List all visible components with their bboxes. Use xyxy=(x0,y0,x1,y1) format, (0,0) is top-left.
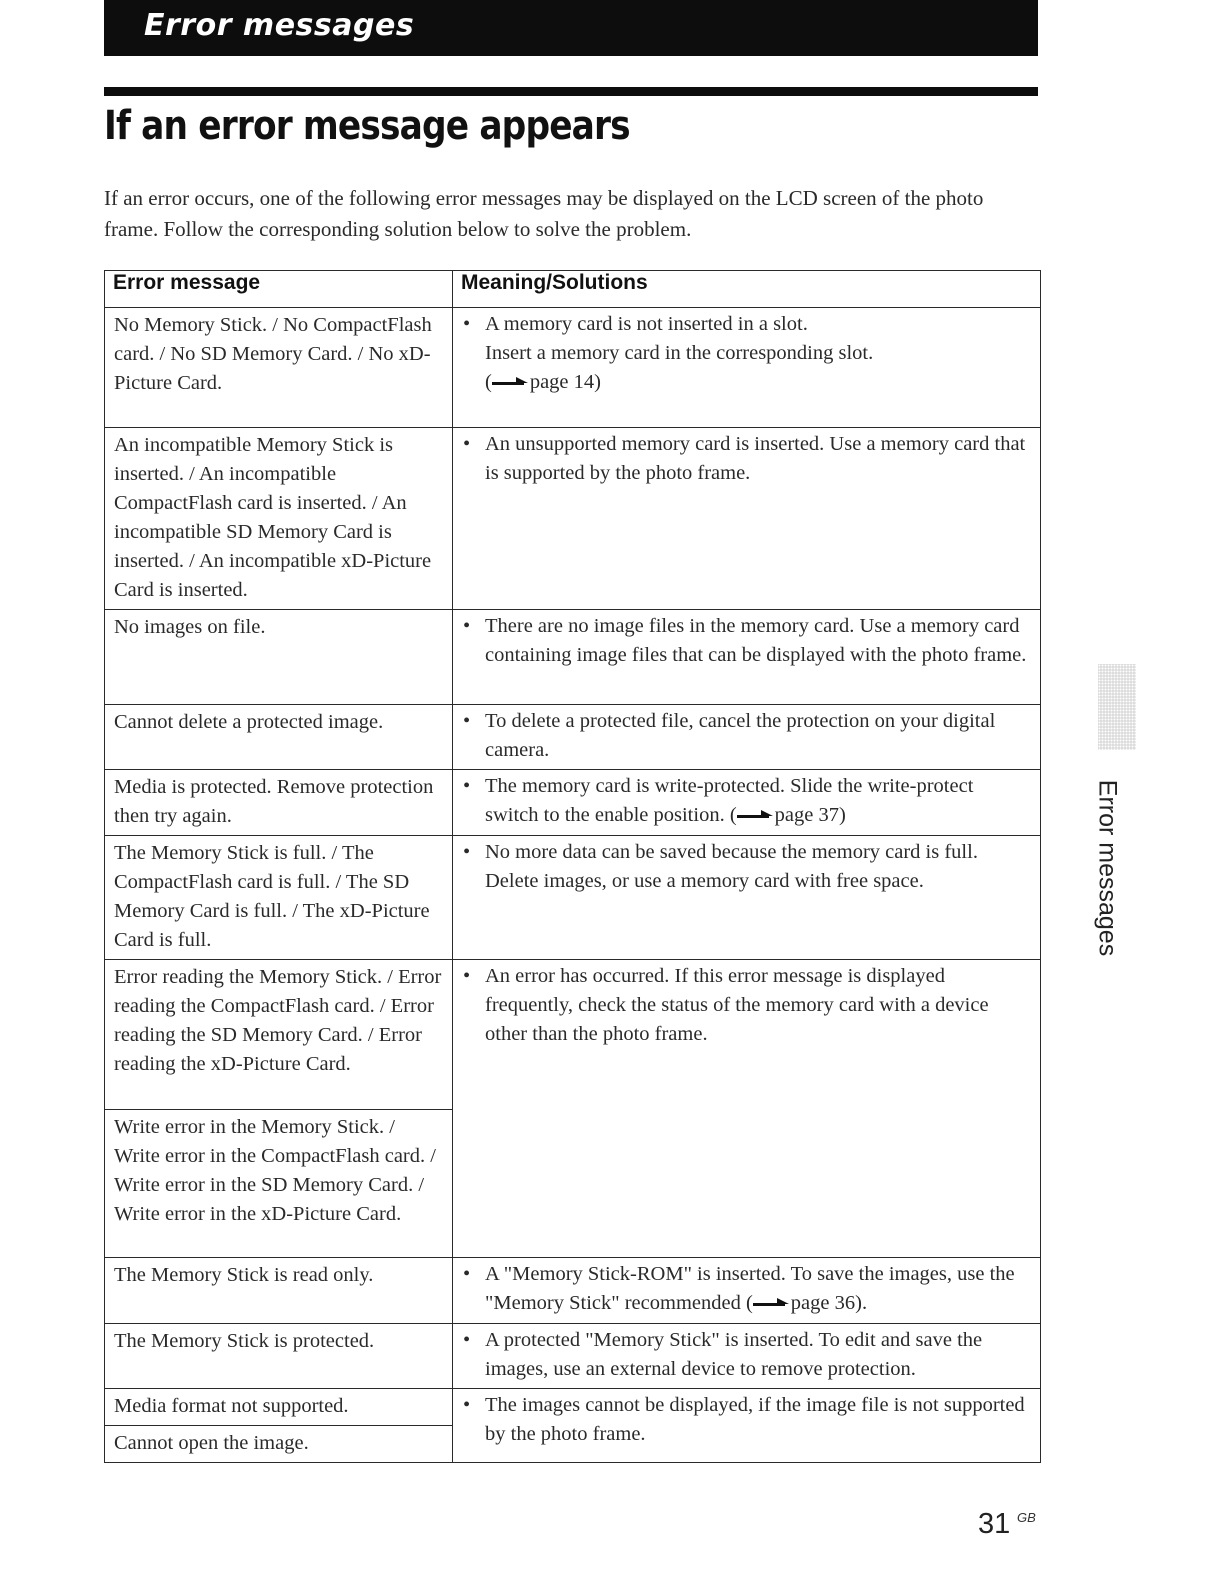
solution-cell xyxy=(453,1324,1041,1389)
solution-bullet xyxy=(461,430,1032,488)
error-message-cell: Cannot delete a protected image. xyxy=(105,705,453,770)
header-meaning-solutions: Meaning/Solutions xyxy=(453,271,1041,308)
solution-cell xyxy=(453,705,1041,770)
section-header-bar xyxy=(104,0,1038,56)
error-message-cell: Write error in the Memory Stick. / Write error in the CompactFlash card. / Write error in the SD Memory Card. / Write error in the xD-Picture Card. xyxy=(105,1110,453,1258)
solution-text-main: The memory card is write-protected. Slide the write-protect switch to the enable position. ( xyxy=(485,775,974,826)
solution-cell xyxy=(453,836,1041,960)
page-reference xyxy=(485,368,1032,397)
solution-text: To delete a protected file, cancel the protection on your digital camera. xyxy=(485,710,996,761)
table-row xyxy=(105,770,1041,836)
bullet-icon: • xyxy=(463,1394,471,1416)
title-rule xyxy=(104,87,1038,96)
error-message-cell: The Memory Stick is full. / The CompactFlash card is full. / The SD Memory Card is full. / The xD-Picture Card is full. xyxy=(105,836,453,960)
solution-cell xyxy=(453,1258,1041,1324)
solution-bullet xyxy=(461,772,1032,830)
arrow-right-icon xyxy=(492,376,530,390)
solution-text: A protected "Memory Stick" is inserted. To edit and save the images, use an external device to remove protection. xyxy=(485,1329,983,1380)
arrow-right-icon xyxy=(753,1297,791,1311)
solution-text: An unsupported memory card is inserted. Use a memory card that is supported by the photo frame. xyxy=(485,433,1026,484)
error-message-cell: Cannot open the image. xyxy=(105,1426,453,1463)
error-message-table xyxy=(104,270,1041,1463)
bullet-icon: • xyxy=(463,841,471,863)
solution-text xyxy=(485,1260,1032,1318)
error-message-cell: The Memory Stick is protected. xyxy=(105,1324,453,1389)
table-row xyxy=(105,1258,1041,1324)
solution-bullet xyxy=(461,1391,1032,1449)
page-title: If an error message appears xyxy=(104,103,630,149)
solution-cell xyxy=(453,308,1041,428)
table-row xyxy=(105,1324,1041,1389)
solution-extra-text: Insert a memory card in the corresponding slot. xyxy=(485,342,874,364)
solution-cell xyxy=(453,428,1041,610)
error-message-cell: Media format not supported. xyxy=(105,1389,453,1426)
table-row xyxy=(105,428,1041,610)
side-tab-label: Error messages xyxy=(1093,779,1122,957)
solution-text-main: A "Memory Stick-ROM" is inserted. To save the images, use the "Memory Stick" recommended ( xyxy=(485,1263,1015,1314)
solution-bullet xyxy=(461,707,1032,765)
solution-cell xyxy=(453,610,1041,705)
header-error-message: Error message xyxy=(105,271,453,308)
solution-text: A memory card is not inserted in a slot. xyxy=(485,313,808,335)
solution-text xyxy=(485,772,1032,830)
error-message-cell: The Memory Stick is read only. xyxy=(105,1258,453,1324)
bullet-icon: • xyxy=(463,615,471,637)
bullet-icon: • xyxy=(463,965,471,987)
reference-open: ( xyxy=(485,371,492,393)
table-row xyxy=(105,705,1041,770)
table-header-row xyxy=(105,271,1041,308)
table-row xyxy=(105,960,1041,1110)
solution-text: The images cannot be displayed, if the image file is not supported by the photo frame. xyxy=(485,1394,1025,1445)
solution-bullet xyxy=(461,1260,1032,1318)
solution-cell xyxy=(453,960,1041,1258)
arrow-right-icon xyxy=(737,809,775,823)
error-message-cell: Media is protected. Remove protection then try again. xyxy=(105,770,453,836)
solution-bullet xyxy=(461,1326,1032,1384)
solution-text: An error has occurred. If this error message is displayed frequently, check the status of the memory card with a device other than the photo frame. xyxy=(485,965,989,1045)
reference-page: page 37) xyxy=(774,804,846,826)
error-message-cell: No Memory Stick. / No CompactFlash card. / No SD Memory Card. / No xD-Picture Card. xyxy=(105,308,453,428)
error-message-cell: No images on file. xyxy=(105,610,453,705)
solution-cell xyxy=(453,770,1041,836)
reference-page: page 14) xyxy=(529,371,601,393)
solution-bullet xyxy=(461,612,1032,670)
bullet-icon: • xyxy=(463,710,471,732)
bullet-icon: • xyxy=(463,1329,471,1351)
side-tab-marker xyxy=(1098,664,1136,750)
solution-bullet xyxy=(461,962,1032,1049)
error-message-cell: An incompatible Memory Stick is inserted. / An incompatible CompactFlash card is inserted. / An incompatible SD Memory Card is inserted. / An incompatible xD-Picture Card is inserted. xyxy=(105,428,453,610)
solution-text: There are no image files in the memory card. Use a memory card containing image files that can be displayed with the photo frame. xyxy=(485,615,1027,666)
bullet-icon: • xyxy=(463,1263,471,1285)
bullet-icon: • xyxy=(463,433,471,455)
error-message-cell: Error reading the Memory Stick. / Error reading the CompactFlash card. / Error reading the SD Memory Card. / Error reading the xD-Picture Card. xyxy=(105,960,453,1110)
table-row xyxy=(105,1389,1041,1426)
section-header-title: Error messages xyxy=(144,8,415,43)
table-row xyxy=(105,610,1041,705)
reference-page: page 36). xyxy=(790,1292,868,1314)
page-number: 31 xyxy=(978,1508,1011,1540)
table-row xyxy=(105,836,1041,960)
intro-paragraph: If an error occurs, one of the following error messages may be displayed on the LCD screen of the photo frame. Follow the corresponding solution below to solve the problem. xyxy=(104,186,984,241)
bullet-icon: • xyxy=(463,775,471,797)
solution-text: No more data can be saved because the memory card is full. Delete images, or use a memory card with free space. xyxy=(485,841,978,892)
table-row xyxy=(105,308,1041,428)
bullet-icon: • xyxy=(463,313,471,335)
solution-bullet xyxy=(461,838,1032,896)
page-suffix: GB xyxy=(1017,1510,1036,1525)
solution-cell xyxy=(453,1389,1041,1463)
solution-bullet xyxy=(461,310,1032,397)
